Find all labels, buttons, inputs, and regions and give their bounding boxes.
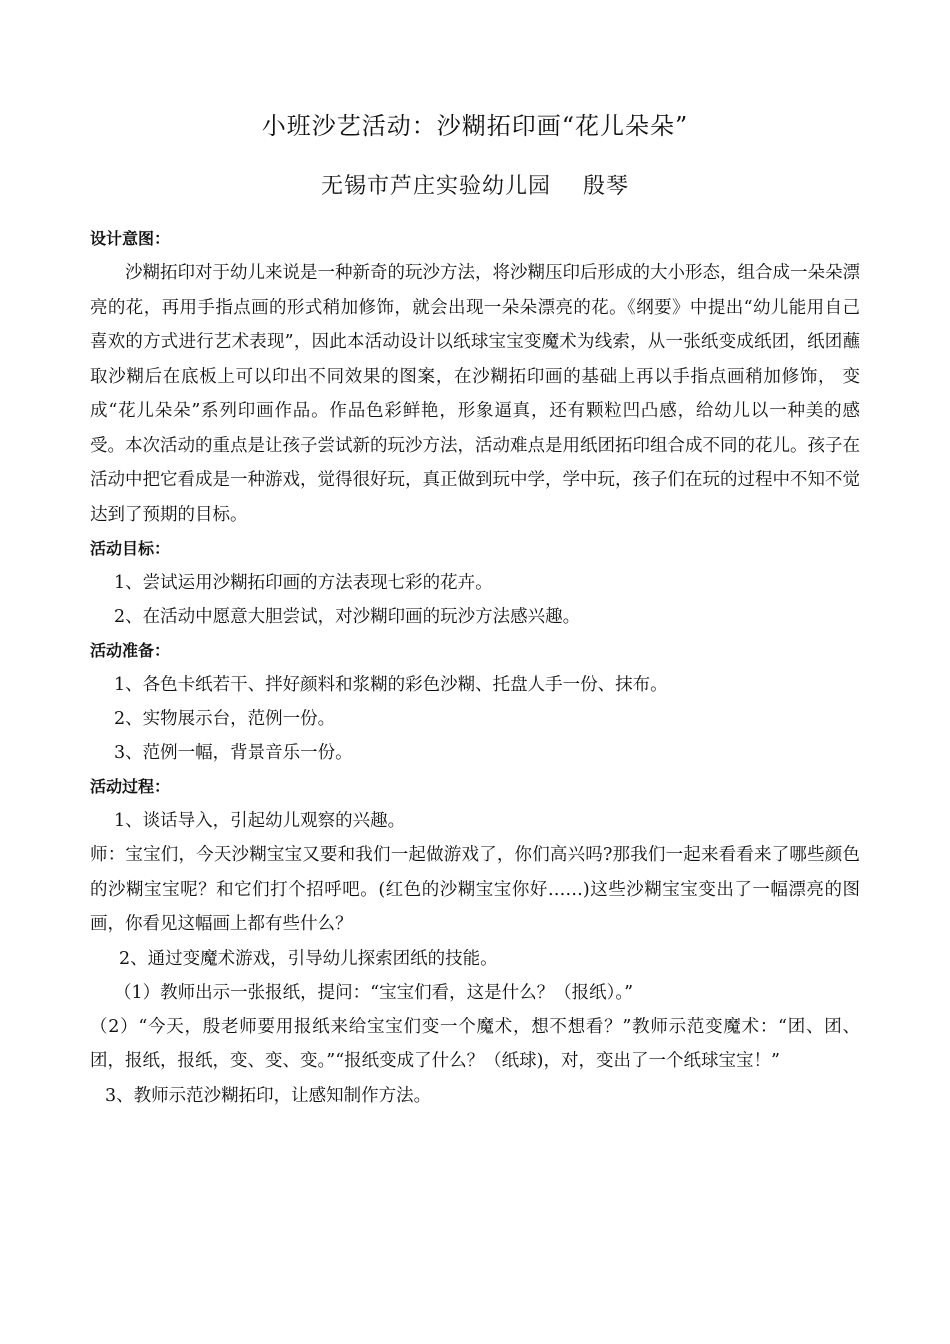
prep-item: 3、范例一幅，背景音乐一份。: [114, 743, 353, 763]
process-substep: （1）教师出示一张报纸，提问：“宝宝们看，这是什么？（报纸）。”: [114, 982, 634, 1003]
section-heading-prep: 活动准备：: [90, 641, 171, 660]
process-substep-paragraph: （2）“今天，殷老师要用报纸来给宝宝们变一个魔术，想不想看？”教师示范变魔术：“团、团、团，报纸，报纸，变、变、变。”“报纸变成了什么？（纸球)，对，变出了一个纸球宝宝！”: [90, 1016, 860, 1071]
prep-item: 2、实物展示台，范例一份。: [114, 709, 336, 729]
goal-item: 1、尝试运用沙糊拓印画的方法表现七彩的花卉。: [114, 573, 493, 593]
teacher-dialog-paragraph: 师：宝宝们，今天沙糊宝宝又要和我们一起做游戏了，你们高兴吗?那我们一起来看看来了哪些颜色的沙糊宝宝呢？和它们打个招呼吧。(红色的沙糊宝宝你好……)这些沙糊宝宝变出了一幅漂亮的图画，你看见这幅画上都有些什么？: [90, 845, 860, 934]
author-line: 无锡市芦庄实验幼儿园 殷琴: [321, 174, 629, 199]
process-step: 3、教师示范沙糊拓印，让感知制作方法。: [105, 1085, 432, 1106]
process-step: 2、通过变魔术游戏，引导幼儿探索团纸的技能。: [119, 948, 498, 969]
process-step: 1、谈话导入，引起幼儿观察的兴趣。: [114, 811, 406, 831]
section-heading-goals: 活动目标：: [90, 539, 171, 558]
section-heading-process: 活动过程：: [90, 777, 171, 796]
document-body: [90, 222, 860, 1113]
goal-item: 2、在活动中愿意大胆尝试，对沙糊印画的玩沙方法感兴趣。: [114, 607, 581, 627]
section-heading-design: 设计意图：: [90, 229, 171, 248]
prep-item: 1、各色卡纸若干、拌好颜料和浆糊的彩色沙糊、托盘人手一份、抹布。: [114, 675, 668, 695]
document-title: 小班沙艺活动：沙糊拓印画“花儿朵朵”: [261, 112, 689, 140]
design-intent-paragraph: 沙糊拓印对于幼儿来说是一种新奇的玩沙方法，将沙糊压印后形成的大小形态，组合成一朵朵漂亮的花，再用手指点画的形式稍加修饰，就会出现一朵朵漂亮的花。《纲要》中提出“幼儿能用自己喜欢的方式进行艺术表现”，因此本活动设计以纸球宝宝变魔术为线索，从一张纸变成纸团，纸团蘸取沙糊后在底板上可以印出不同效果的图案，在沙糊拓印画的基础上再以手指点画稍加修饰， 变成“花儿朵朵”系列印画作品。作品色彩鲜艳，形象逼真，还有颗粒凹凸感，给幼儿以一种美的感受。本次活动的重点是让孩子尝试新的玩沙方法，活动难点是用纸团拓印组合成不同的花儿。孩子在活动中把它看成是一种游戏，觉得很好玩，真正做到玩中学，学中玩，孩子们在玩的过程中不知不觉达到了预期的目标。: [90, 263, 860, 525]
